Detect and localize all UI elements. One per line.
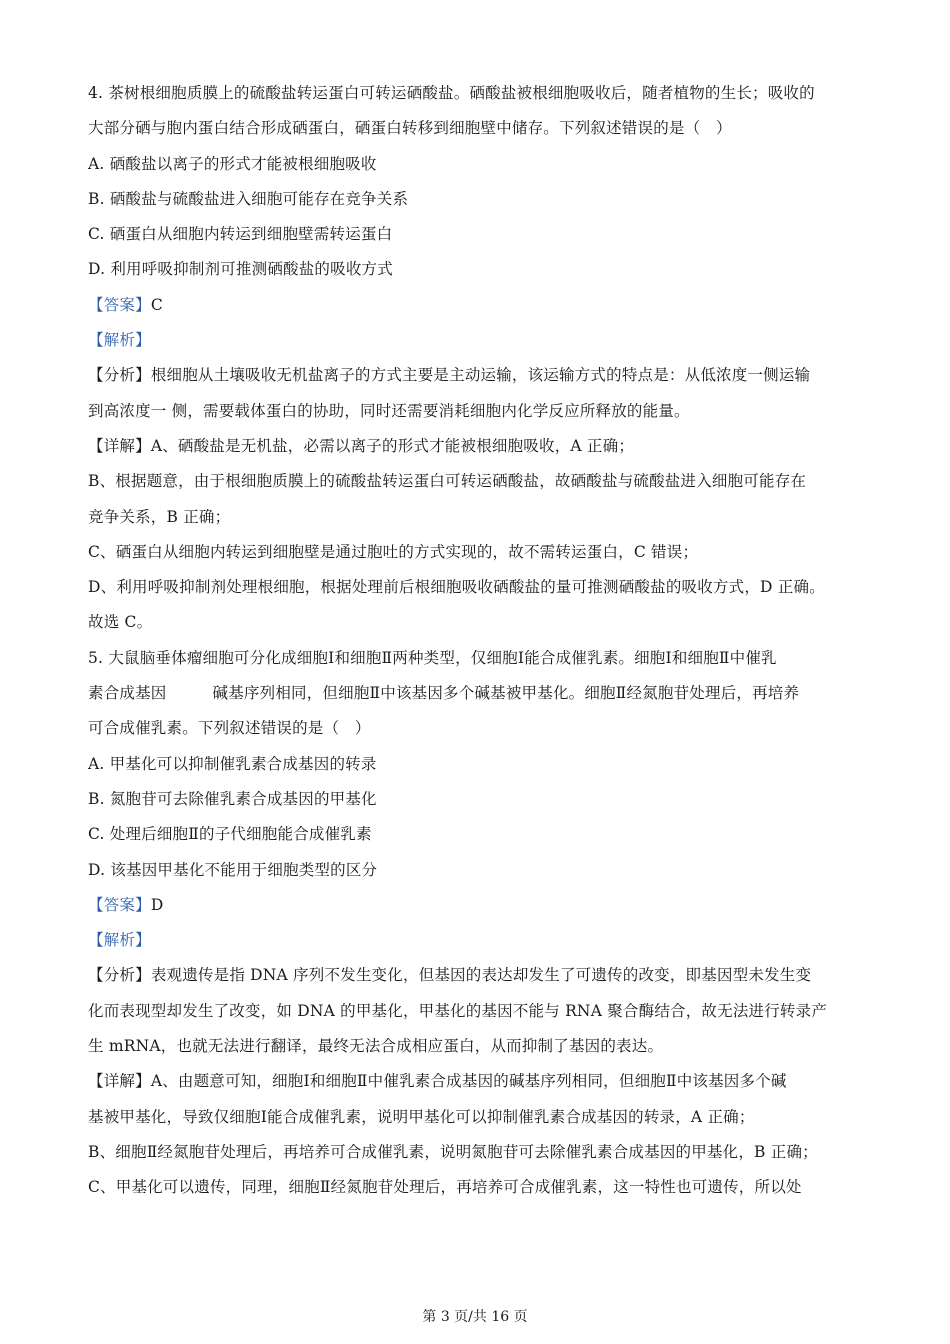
q5-stem-line-1: 5. 大鼠脑垂体瘤细胞可分化成细胞Ⅰ和细胞Ⅱ两种类型，仅细胞Ⅰ能合成催乳素。细胞Ⅰ和细胞Ⅱ中催乳 — [88, 648, 777, 667]
q4-fenxi-line-1 — [88, 358, 868, 393]
q5-fenxi-line-1 — [88, 958, 868, 993]
q4-xiangjie-b-line-1: B、根据题意，由于根细胞质膜上的硫酸盐转运蛋白可转运硒酸盐，故硒酸盐与硫酸盐进入细胞可能存在 — [88, 472, 807, 491]
q5-option-a: A. 甲基化可以抑制催乳素合成基因的转录 — [88, 754, 377, 773]
q5-xiangjie-b: B、细胞Ⅱ经氮胞苷处理后，再培养可合成催乳素，说明氮胞苷可去除催乳素合成基因的甲基化，B 正确； — [88, 1142, 818, 1161]
answer-tag: 【答案】 — [88, 895, 151, 914]
analysis-tag: 【解析】 — [88, 931, 151, 950]
q4-stem-line-1: 4. 茶树根细胞质膜上的硫酸盐转运蛋白可转运硒酸盐。硒酸盐被根细胞吸收后，随者植物的生长；吸收的 — [88, 84, 815, 102]
xiangjie-tag: 【详解】 — [88, 436, 151, 455]
q4-conclusion: 故选 C。 — [88, 613, 153, 632]
analysis-tag: 【解析】 — [88, 331, 151, 350]
q5-xiangjie-a-line-1 — [88, 1064, 868, 1099]
xiangjie-text: A、由题意可知，细胞Ⅰ和细胞Ⅱ中催乳素合成基因的碱基序列相同，但细胞Ⅱ中该基因多个碱 — [150, 1072, 787, 1091]
q4-analysis-heading — [88, 323, 868, 358]
fenxi-text: 表观遗传是指 DNA 序列不发生变化，但基因的表达却发生了可遗传的改变，即基因型未发生变 — [150, 966, 812, 985]
q4-option-a: A. 硒酸盐以离子的形式才能被根细胞吸收 — [88, 154, 377, 173]
page-footer: 第 3 页/共 16 页 — [422, 1309, 528, 1325]
q5-option-c: C. 处理后细胞Ⅱ的子代细胞能合成催乳素 — [88, 825, 372, 844]
q4-xiangjie-d: D、利用呼吸抑制剂处理根细胞，根据处理前后根细胞吸收硒酸盐的量可推测硒酸盐的吸收方式，D 正确。 — [88, 578, 825, 597]
q4-option-b: B. 硒酸盐与硫酸盐进入细胞可能存在竞争关系 — [88, 189, 409, 208]
q4-fenxi-line-2: 到高浓度一 侧，需要载体蛋白的协助，同时还需要消耗细胞内化学反应所释放的能量。 — [88, 401, 690, 420]
xiangjie-tag: 【详解】 — [88, 1072, 151, 1091]
q4-stem-line-2: 大部分硒与胞内蛋白结合形成硒蛋白，硒蛋白转移到细胞壁中储存。下列叙述错误的是（ ） — [88, 119, 732, 138]
q4-xiangjie-a — [88, 429, 868, 464]
q4-option-d: D. 利用呼吸抑制剂可推测硒酸盐的吸收方式 — [88, 260, 393, 279]
q5-option-d: D. 该基因甲基化不能用于细胞类型的区分 — [88, 860, 378, 879]
answer-value: D — [150, 895, 164, 914]
q4-xiangjie-b-line-2: 竞争关系，B 正确； — [88, 507, 231, 526]
q4-option-c: C. 硒蛋白从细胞内转运到细胞壁需转运蛋白 — [88, 225, 393, 244]
q5-stem-line-3: 可合成催乳素。下列叙述错误的是（ ） — [88, 719, 371, 738]
q5-stem-part-b: 碱基序列相同，但细胞Ⅱ中该基因多个碱基被甲基化。细胞Ⅱ经氮胞苷处理后，再培养 — [212, 684, 800, 703]
answer-value: C — [150, 295, 163, 314]
fenxi-text: 根细胞从土壤吸收无机盐离子的方式主要是主动运输，该运输方式的特点是：从低浓度一侧运输 — [150, 366, 811, 385]
q5-xiangjie-c: C、甲基化可以遗传，同理，细胞Ⅱ经氮胞苷处理后，再培养可合成催乳素，这一特性也可遗传，所以处 — [88, 1178, 802, 1197]
q5-fenxi-line-2: 化而表现型却发生了改变，如 DNA 的甲基化，甲基化的基因不能与 RNA 聚合酶结合，故无法进行转录产 — [88, 1001, 828, 1020]
xiangjie-text: A、硒酸盐是无机盐，必需以离子的形式才能被根细胞吸收，A 正确； — [150, 436, 635, 455]
fenxi-tag: 【分析】 — [88, 966, 151, 985]
q5-stem-line-2 — [88, 676, 868, 711]
q5-analysis-heading — [88, 923, 868, 958]
answer-tag: 【答案】 — [88, 295, 151, 314]
page-content — [88, 76, 868, 1206]
q5-option-b: B. 氮胞苷可去除催乳素合成基因的甲基化 — [88, 789, 377, 808]
fenxi-tag: 【分析】 — [88, 366, 151, 385]
q5-stem-part-a: 素合成基因 — [88, 684, 167, 703]
q5-xiangjie-a-line-2: 基被甲基化，导致仅细胞Ⅰ能合成催乳素，说明甲基化可以抑制催乳素合成基因的转录，A 正确； — [88, 1107, 755, 1126]
q4-xiangjie-c: C、硒蛋白从细胞内转运到细胞壁是通过胞吐的方式实现的，故不需转运蛋白，C 错误； — [88, 542, 699, 561]
q4-answer — [88, 288, 868, 323]
q5-fenxi-line-3: 生 mRNA，也就无法进行翻译，最终无法合成相应蛋白，从而抑制了基因的表达。 — [88, 1037, 664, 1056]
q5-answer — [88, 888, 868, 923]
